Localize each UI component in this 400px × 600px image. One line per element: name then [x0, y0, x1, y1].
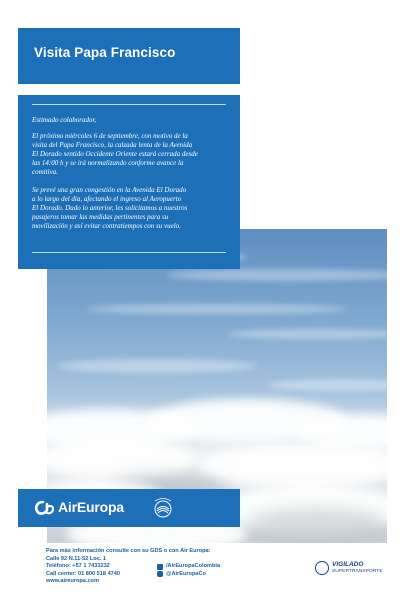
- paragraph-2-line: movilización y así evitar contratiempos con su vuelo.: [32, 222, 181, 231]
- top-divider: [32, 104, 226, 105]
- brand-name: AirEuropa: [58, 499, 124, 515]
- vigilado-text: VIGILADO: [332, 561, 364, 568]
- paragraph-2-line: Se prevé una gran congestión en la Avenida El Dorado: [32, 186, 187, 194]
- paragraph-1-line: visita del Papa Francisco, la calzada lenta de la Avenida: [32, 141, 193, 150]
- instagram-link[interactable]: [157, 571, 220, 579]
- paragraph-1-line: El Dorado sentido Occidente Oriente estará cerrada desde: [32, 150, 198, 159]
- page-title: Visita Papa Francisco: [34, 45, 176, 60]
- paragraph-2-line: El Dorado. Dado lo anterior, les solicitamos a nuestros: [32, 204, 188, 213]
- paragraph-1-line: las 14:00 h y se irá normalizando conforme avance la: [32, 159, 184, 168]
- title-box: [18, 28, 240, 84]
- paragraph-1: [32, 132, 228, 177]
- instagram-icon: [157, 571, 163, 577]
- supertransporte-text: SUPERTRANSPORTE: [332, 569, 383, 574]
- paragraph-1-line: El próximo miércoles 6 de septiembre, con motivo de la: [32, 132, 188, 140]
- paragraph-2-line: pasajeros tomar las medidas pertinentes para su: [32, 213, 169, 222]
- facebook-icon: [157, 564, 163, 570]
- social-links: [157, 563, 220, 578]
- facebook-handle: /AirEuropaColombia: [166, 563, 221, 569]
- contact-intro: Para más información consulte con su GDS o con Air Europa:: [46, 548, 211, 554]
- instagram-handle: @AirEuropaCo: [166, 570, 206, 577]
- website-link[interactable]: www.aireuropa.com: [46, 578, 99, 585]
- paragraph-2-line: a lo largo del día, afectando el ingreso al Aeropuerto: [32, 195, 182, 204]
- contact-call-center: Call center: 01 800 518 4740: [46, 570, 121, 577]
- greeting-text: Estimado colaborador,: [32, 116, 97, 124]
- paragraph-2: [32, 186, 228, 231]
- contact-address: Calle 92 N.11-52 Loc. 1: [46, 555, 107, 562]
- seal-icon: [315, 561, 329, 575]
- brand-box: [18, 489, 240, 527]
- paragraph-1-line: comitiva.: [32, 168, 58, 177]
- message-box: [18, 95, 240, 269]
- facebook-link[interactable]: [157, 563, 220, 571]
- vigilado-supertransporte-logo: [315, 558, 385, 580]
- bottom-divider: [32, 252, 226, 253]
- skyteam-logo-icon: [152, 496, 174, 520]
- contact-phone: Teléfono: +57 1 7433232: [46, 563, 110, 570]
- aireuropa-logo-icon: [32, 497, 54, 519]
